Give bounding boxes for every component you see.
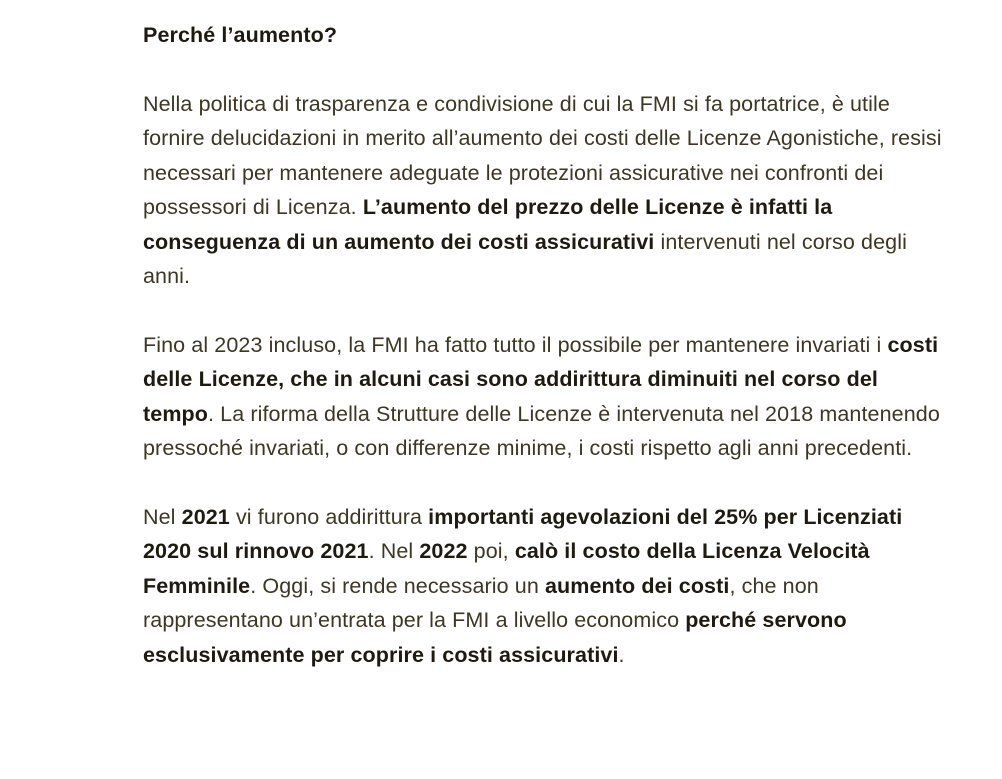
bold-text: costi delle Licenze, che in alcuni casi sono addirittura diminuiti nel corso del tempo [143,332,939,426]
paragraph-text: . La riforma della Strutture delle Licenze è intervenuta nel 2018 mantenendo pressoché invariati, o con differenze minime, i costi rispetto agli anni precedenti. [143,401,940,460]
paragraph-text: Fino al 2023 incluso, la FMI ha fatto tutto il possibile per mantenere invariati i [143,332,888,357]
bold-text: 2022 [419,539,468,563]
paragraph-text: intervenuti nel corso degli anni. [143,229,907,288]
paragraph-text: poi, [467,539,515,563]
article-body [143,18,943,706]
bold-text: L’aumento del prezzo delle Licenze è infatti la conseguenza di un aumento dei costi assicurativi [143,195,833,254]
bold-text: aumento dei costi [544,573,730,598]
paragraph-text: , che non rappresentano un’entrata per la FMI a livello economico [143,573,819,632]
paragraph-text: . Oggi, si rende necessario un [250,573,545,598]
paragraph-text: . Nel [368,539,420,563]
paragraph-text: . [618,642,625,667]
paragraph-text: Nel [143,504,182,529]
paragraph-text: vi furono addirittura [229,504,429,529]
bold-text: perché servono esclusivamente per coprire i costi assicurativi [143,608,847,667]
paragraph-history [143,328,943,466]
bold-text: 2021 [181,504,230,529]
paragraph-text: Nella politica di trasparenza e condivisione di cui la FMI si fa portatrice, è utile fornire delucidazioni in merito all’aumento dei costi delle Licenze Agonistiche, resisi necessari per mantenere adeguate le protezioni assicurative nei confronti dei possessori di Licenza. [143,91,942,219]
bold-text: importanti agevolazioni del 25% per Licenziati 2020 sul rinnovo 2021 [143,504,903,563]
paragraph-recent-years [143,500,943,673]
bold-text: calò il costo della Licenza Velocità Femminile [143,539,870,598]
section-heading: Perché l’aumento? [143,23,338,47]
paragraph-transparency [143,87,943,294]
